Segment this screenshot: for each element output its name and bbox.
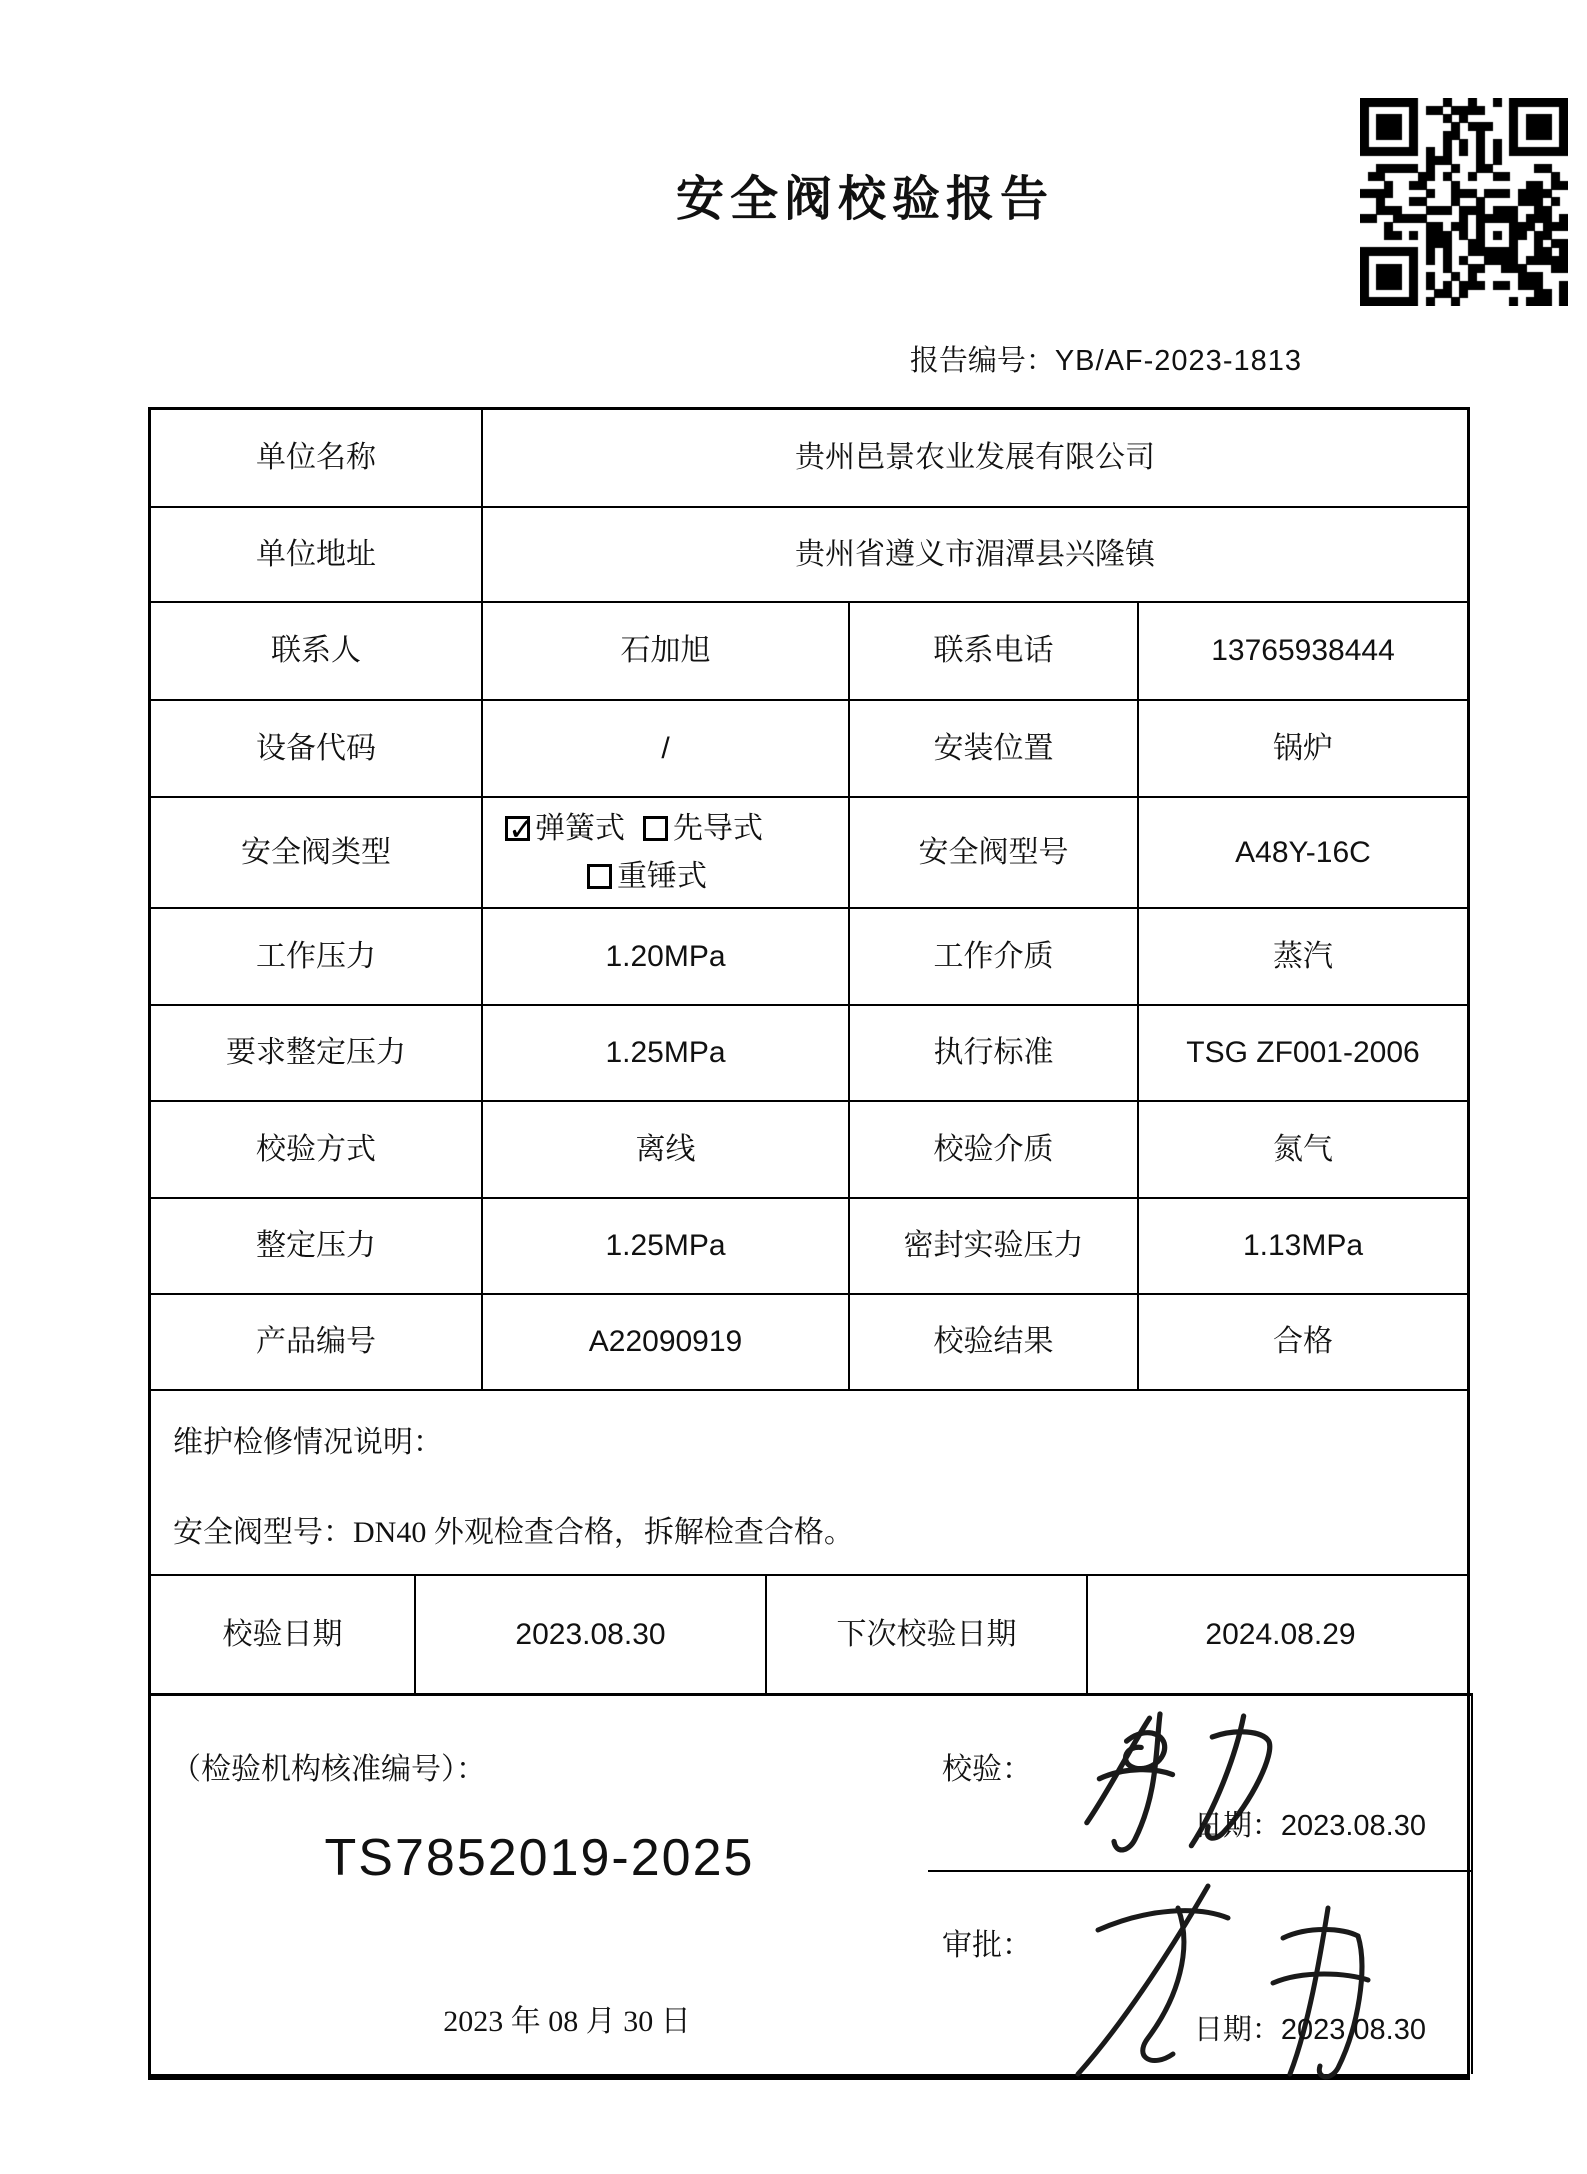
main-fields-grid [151,410,1467,1391]
working-pressure-label: 工作压力 [151,909,483,1006]
verify-date: 日期：2023.08.30 [1193,1810,1426,1842]
next-calibration-date-value: 2024.08.29 [1088,1576,1473,1696]
report-number-label: 报告编号： [909,345,1055,377]
contact-phone-label: 联系电话 [850,603,1139,701]
calibration-method-label: 校验方式 [151,1102,483,1199]
contact-phone-value: 13765938444 [1139,603,1467,701]
verifier-label: 校验： [942,1753,1032,1786]
maintenance-note-section [151,1391,1467,1576]
valve-type-label: 安全阀类型 [151,798,483,909]
calibration-medium-label: 校验介质 [850,1102,1139,1199]
contact-person-value: 石加旭 [483,603,850,701]
calibration-date-value: 2023.08.30 [416,1576,767,1696]
unit-address-label: 单位地址 [151,508,483,603]
signoff-section [151,1696,1467,2074]
approver-signature [1048,1878,1408,2088]
working-medium-label: 工作介质 [850,909,1139,1006]
product-number-label: 产品编号 [151,1295,483,1391]
maintenance-note-text: 安全阀型号：DN40 外观检查合格，拆解检查合格。 [173,1516,854,1549]
contact-person-label: 联系人 [151,603,483,701]
valve-model-value: A48Y-16C [1139,798,1467,909]
required-set-pressure-label: 要求整定压力 [151,1006,483,1102]
valve-type-weight: 重锤式 [617,859,707,893]
seal-test-pressure-value: 1.13MPa [1139,1199,1467,1295]
maintenance-note-title: 维护检修情况说明： [173,1426,443,1459]
seal-test-pressure-label: 密封实验压力 [850,1199,1139,1295]
device-code-label: 设备代码 [151,701,483,798]
device-code-value: / [483,701,850,798]
report-number-value: YB/AF-2023-1813 [1054,345,1302,377]
standard-value: TSG ZF001-2006 [1139,1006,1467,1102]
checkbox-unchecked-icon [587,864,612,889]
unit-name-label: 单位名称 [151,410,483,508]
next-calibration-date-label: 下次校验日期 [767,1576,1088,1696]
unit-name-value: 贵州邑景农业发展有限公司 [483,410,1467,508]
org-approval-date: 2023 年 08 月 30 日 [443,2005,691,2038]
checkbox-checked-icon [505,816,530,841]
result-label: 校验结果 [850,1295,1139,1391]
org-approval-code: TS7852019-2025 [324,1829,755,1887]
approve-date: 日期：2023.08.30 [1193,2014,1426,2046]
verifier-cell [928,1696,1473,1872]
approver-label: 审批： [942,1929,1032,1962]
install-location-value: 锅炉 [1139,701,1467,798]
unit-address-value: 贵州省遵义市湄潭县兴隆镇 [483,508,1467,603]
org-approval-label: （检验机构核准编号）： [171,1753,486,1786]
standard-label: 执行标准 [850,1006,1139,1102]
calibration-medium-value: 氮气 [1139,1102,1467,1199]
dates-row [151,1576,1467,1696]
report-table [148,407,1470,2080]
result-value: 合格 [1139,1295,1467,1391]
report-number-line [148,338,1470,379]
set-pressure-value: 1.25MPa [483,1199,850,1295]
valve-type-pilot: 先导式 [673,812,763,845]
calibration-date-label: 校验日期 [151,1576,416,1696]
working-pressure-value: 1.20MPa [483,909,850,1006]
approver-cell [928,1872,1473,2074]
required-set-pressure-value: 1.25MPa [483,1006,850,1102]
org-approval-cell [151,1696,928,2074]
set-pressure-label: 整定压力 [151,1199,483,1295]
working-medium-value: 蒸汽 [1139,909,1467,1006]
valve-type-options [483,798,850,909]
valve-type-spring: 弹簧式 [535,812,625,845]
checkbox-unchecked-icon [643,816,668,841]
page-title: 安全阀校验报告 [675,173,1054,226]
calibration-method-value: 离线 [483,1102,850,1199]
valve-model-label: 安全阀型号 [850,798,1139,909]
install-location-label: 安装位置 [850,701,1139,798]
product-number-value: A22090919 [483,1295,850,1391]
